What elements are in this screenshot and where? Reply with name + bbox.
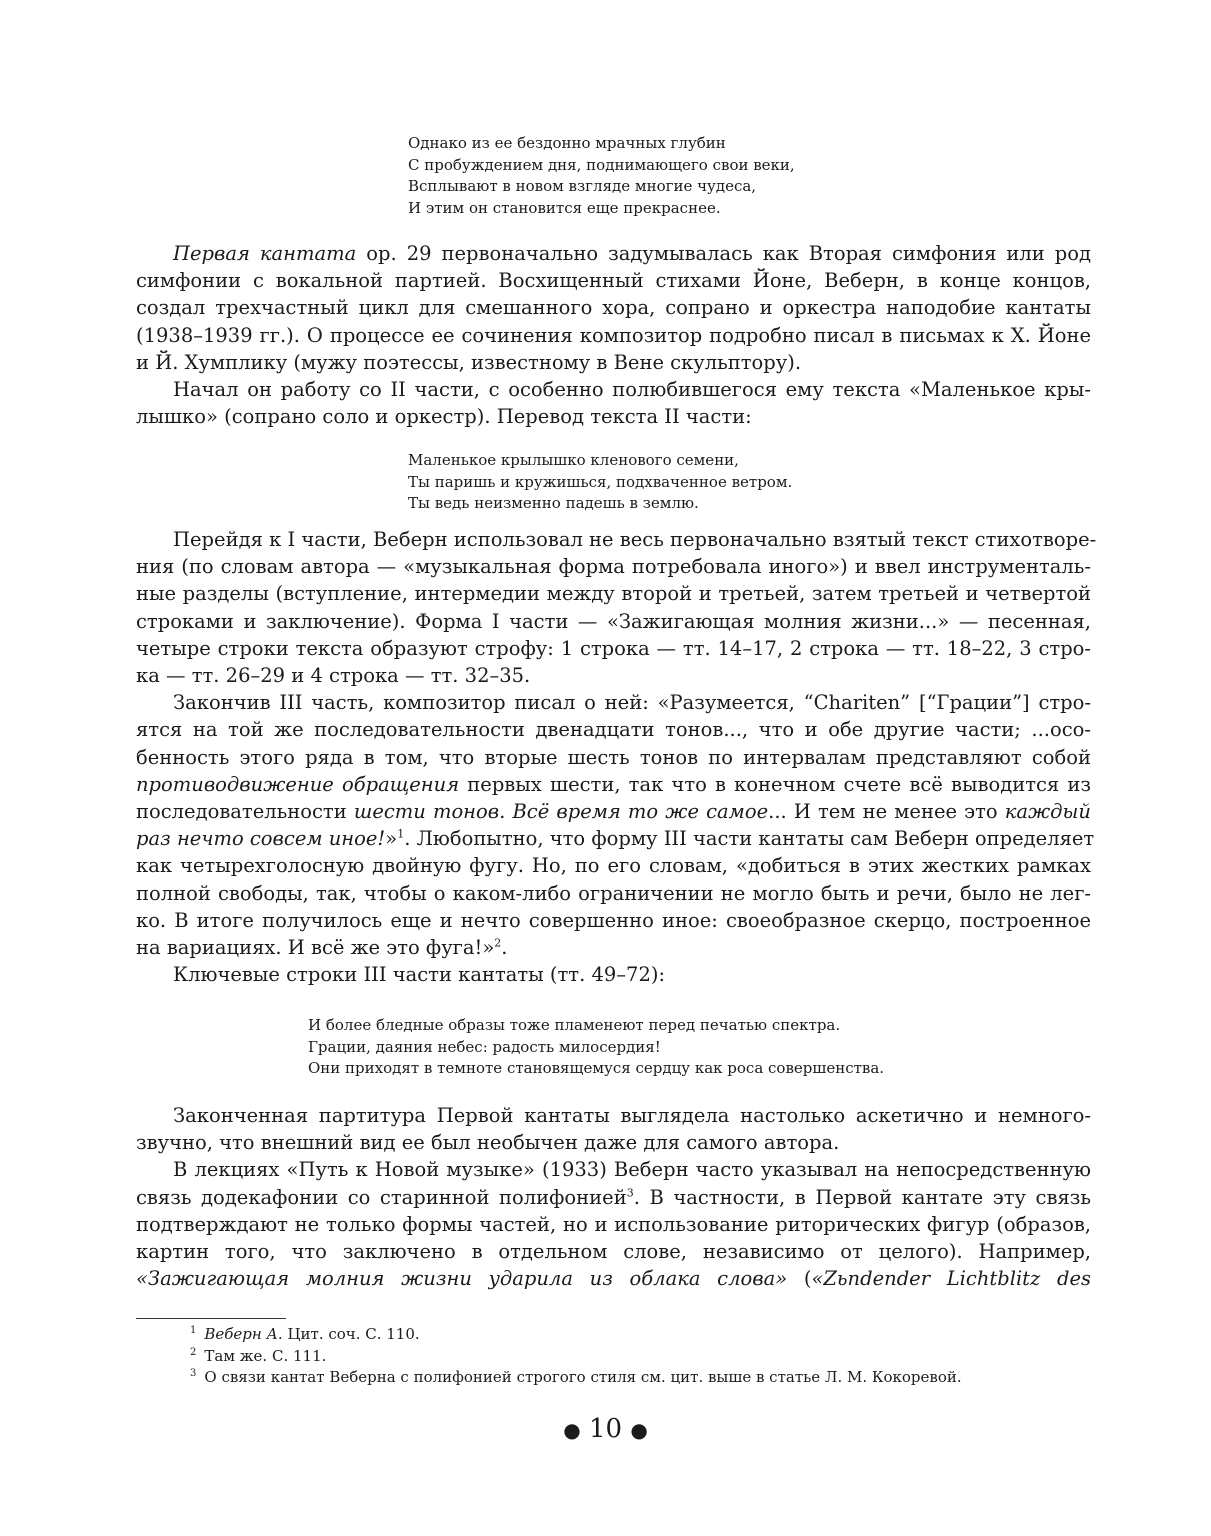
text-line: Первая кантата ор. 29 первоначально задумывалась как Вторая симфония или род <box>173 242 1091 265</box>
poem-line: Всплывают в новом взгляде многие чудеса, <box>408 177 757 195</box>
text-line: четыре строки текста образуют строфу: 1 строка — тт. 14–17, 2 строка — тт. 18–22, 3 стро- <box>136 636 1091 660</box>
footnote-item: $^3$ О связи кантат Веберна с полифонией строгого стиля см. цит. выше в статье Л. М. Кокоревой. <box>190 1368 962 1386</box>
text-line: ния (по словам автора — «музыкальная форма потребовала иного») и ввел инструменталь- <box>136 555 1091 579</box>
text-line: В лекциях «Путь к Новой музыке» (1933) Веберн часто указывал на непосредственную <box>173 1158 1091 1182</box>
text-line: связь додекафонии со старинной полифонией$^3$. В частности, в Первой кантате эту связь <box>136 1185 1091 1209</box>
paragraph-score <box>136 1102 1091 1292</box>
poem-line: Они приходят в темноте становящемуся сердцу как роса совершенства. <box>308 1059 885 1077</box>
text-line: Ключевые строки III части кантаты (тт. 49–72): <box>173 963 666 987</box>
text-line: звучно, что внешний вид ее был необычен даже для самого автора. <box>136 1131 840 1155</box>
paragraph-part-one <box>136 526 1097 988</box>
text-line: картин того, что заключено в отдельном слове, независимо от целого). Например, <box>136 1240 1091 1264</box>
text-line: Законченная партитура Первой кантаты выглядела настолько аскетично и немного- <box>173 1104 1091 1127</box>
page-number: ● 10 ● <box>563 1414 648 1444</box>
poem-line: Ты паришь и кружишься, подхваченное ветром. <box>408 472 793 491</box>
footnote-ref-2[interactable]: 2 <box>494 936 502 950</box>
bullet-icon: ● <box>563 1418 581 1442</box>
text-line: ко. В итоге получилось еще и нечто совершенно иное: своеобразное скерцо, построенное <box>136 908 1091 932</box>
footnote-item: $^1$ Веберн А. Цит. соч. С. 110. <box>190 1325 420 1343</box>
text-line: последовательности шести тонов. Всё время то же самое... И тем не менее это каждый <box>136 800 1091 824</box>
text-line: на вариациях. И всё же это фуга!»$^2$. <box>136 936 508 960</box>
text-line: и Й. Хумплику (мужу поэтессы, известному в Вене скульптору). <box>136 350 802 374</box>
text-line: Начал он работу со II части, с особенно полюбившегося ему текста «Маленькое кры- <box>173 378 1091 402</box>
poem-line: С пробуждением дня, поднимающего свои веки, <box>408 155 795 174</box>
poem-line: Грации, даяния небес: радость милосердия! <box>308 1037 661 1056</box>
text-line: противодвижение обращения первых шести, так что в конечном счете всё выводится из <box>136 772 1091 796</box>
poem-line: И этим он становится еще прекраснее. <box>408 198 721 217</box>
poem-excerpt-2 <box>408 450 792 515</box>
text-line: (1938–1939 гг.). О процессе ее сочинения композитор подробно писал в письмах к Х. Йоне <box>136 323 1091 347</box>
poem-line: Ты ведь неизменно падешь в землю. <box>408 494 699 512</box>
poem-line: Однако из ее бездонно мрачных глубин <box>408 134 726 152</box>
footnotes <box>190 1324 962 1389</box>
paragraph-first-cantata <box>136 240 1091 430</box>
text-line: полной свободы, так, чтобы о каком-либо ограничении не могло быть и речи, было не лег- <box>136 881 1091 905</box>
poem-excerpt-1 <box>408 133 795 219</box>
text-line: лышко» (сопрано соло и оркестр). Перевод текста II части: <box>136 405 752 429</box>
footnote-ref-3[interactable]: 3 <box>626 1186 634 1200</box>
italic-title: Первая кантата <box>173 242 357 265</box>
text-line: Перейдя к I части, Веберн использовал не весь первоначально взятый текст стихотворе- <box>173 528 1097 551</box>
text-line: ка — тт. 26–29 и 4 строка — тт. 32–35. <box>136 664 531 688</box>
footnote-divider <box>136 1318 286 1319</box>
poem-line: И более бледные образы тоже пламенеют перед печатью спектра. <box>308 1016 841 1034</box>
text-line: подтверждают не только формы частей, но и использование риторических фигур (образов, <box>136 1212 1091 1236</box>
poem-line: Маленькое крылышко кленового семени, <box>408 451 739 469</box>
footnote-ref-1[interactable]: 1 <box>397 827 405 841</box>
text-line: как четырехголосную двойную фугу. Но, по его словам, «добиться в этих жестких рамках <box>136 854 1091 878</box>
text-line: ятся на той же последовательности двенадцати тонов..., что и обе другие части; ...осо- <box>136 718 1091 742</box>
text-line: симфонии с вокальной партией. Восхищенный стихами Йоне, Веберн, в конце концов, <box>136 269 1091 293</box>
bullet-icon: ● <box>630 1418 648 1442</box>
footnote-item: $^2$ Там же. С. 111. <box>190 1346 327 1365</box>
text-line: «Зажигающая молния жизни ударила из облака слова» («Zьndender Lichtblitz des <box>136 1267 1091 1291</box>
poem-excerpt-3 <box>308 1015 884 1080</box>
text-line: строками и заключение). Форма I части — «Зажигающая молния жизни...» — песенная, <box>136 609 1091 633</box>
text-line: Закончив III часть, композитор писал о ней: «Разумеется, “Chariten” [“Грации”] стро- <box>173 691 1091 715</box>
text-line: раз нечто совсем иное!»$^1$. Любопытно, что форму III части кантаты сам Веберн определяет <box>136 827 1095 851</box>
text-line: бенность этого ряда в том, что вторые шесть тонов по интервалам представляют собой <box>136 745 1091 769</box>
text-line: создал трехчастный цикл для смешанного хора, сопрано и оркестра наподобие кантаты <box>136 296 1091 320</box>
text-line: ные разделы (вступление, интермедии между второй и третьей, затем третьей и четвертой <box>136 582 1091 606</box>
